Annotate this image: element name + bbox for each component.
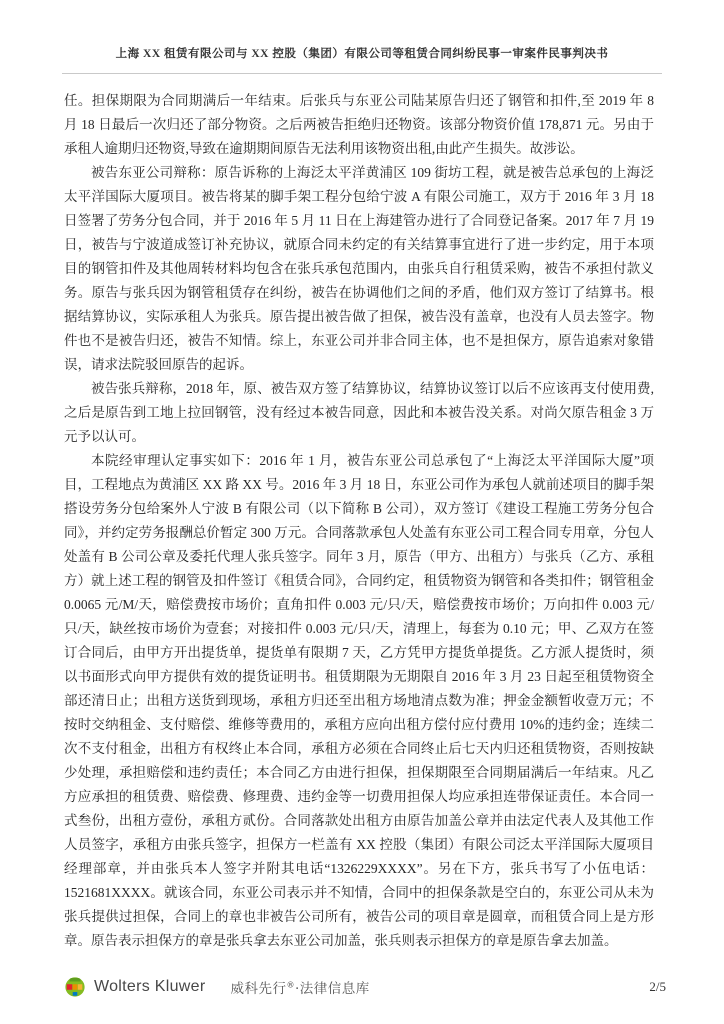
document-title: 上海 XX 租赁有限公司与 XX 控股（集团）有限公司等租赁合同纠纷民事一审案件民事判决书 xyxy=(115,48,609,60)
paragraph-court-findings: 本院经审理认定事实如下：2016 年 1 月，被告东亚公司总承包了“上海泛太平洋国际大厦”项目，工程地点为黄浦区 XX 路 XX 号。2016 年 3 月 18 日，东亚公司作为承包人就前述项目的脚手架搭设劳务分包给案外人宁波 B 有限公司（以下简称 B 公司），双方签订《建设工程施工劳务分包合同》，并约定劳务报酬总价暂定 300 万元。合同落款承包人处盖有东亚公司工程合同专用章，分包人处盖有 B 公司公章及委托代理人张兵签字。同年 3 月，原告（甲方、出租方）与张兵（乙方、承租方）就上述工程的钢管及扣件签订《租赁合同》，合同约定，租赁物资为钢管和各类扣件；钢管租金 0.0065 元/M/天，赔偿费按市场价；直角扣件 0.003 元/只/天，赔偿费按市场价；万向扣件 0.003 元/只/天，缺丝按市场价为壹套；对接扣件 0.003 元/只/天，清理上，每套为 0.10 元；甲、乙双方在签订合同后，由甲方开出提货单，提货单有限期 7 天，乙方凭甲方提货单提货。乙方派人提货时，须以书面形式向甲方提供有效的提货证明书。租赁期限为无期限自 2016 年 3 月 23 日起至租赁物资全部还清日止；出租方送货到现场，承租方归还至出租方场地清点数为准；押金金额暂收壹万元；不按时交纳租金、支付赔偿、维修等费用的，承租方应向出租方偿付应付费用 10%的违约金；连续二次不支付租金，出租方有权终止本合同，承租方必须在合同终止后七天内归还租赁物资，否则按缺少处理，承担赔偿和违约责任；本合同乙方由进行担保，担保期限至合同期届满后一年结束。凡乙方应承担的租赁费、赔偿费、修理费、违约金等一切费用担保人均应承担连带保证责任。本合同一式叁份，出租方壹份，承租方贰份。合同落款处出租方由原告加盖公章并由法定代表人及其他工作人员签字，承租方由张兵签字，担保方一栏盖有 XX 控股（集团）有限公司泛太平洋国际大厦项目经理部章，并由张兵本人签字并附其电话“1326229XXXX”。另在下方，张兵书写了小伍电话：1521681XXXX。就该合同，东亚公司表示并不知情，合同中的担保条款是空白的，东亚公司从未为张兵提供过担保，合同上的章也非被告公司所有，被告公司的项目章是圆章，而租赁合同上是方形章。原告表示担保方的章是张兵拿去东亚公司加盖，张兵则表示担保方的章是原告拿去加盖。 xyxy=(64,453,654,948)
product-name-suffix: ·法律信息库 xyxy=(295,981,370,997)
brand-block xyxy=(64,976,370,998)
page-indicator: 2/5 xyxy=(649,979,666,994)
header-divider xyxy=(62,73,662,74)
product-name xyxy=(231,977,370,997)
product-name-text: 威科先行 xyxy=(230,981,287,997)
paragraph-facts-continuation: 任。担保期限为合同期满后一年结束。后张兵与东亚公司陆某原告归还了钢管和扣件,至 2019 年 8 月 18 日最后一次归还了部分物资。之后两被告拒绝归还物资。该部分物资价值 178,871 元。另由于承租人逾期归还物资,导致在逾期期间原告无法利用该物资出租,由此产生损失。故涉讼。 xyxy=(64,93,654,156)
paragraph-defense-zhangbing: 被告张兵辩称，2018 年，原、被告双方签了结算协议，结算协议签订以后不应该再支付使用费,之后是原告到工地上拉回钢管，没有经过本被告同意，因此和本被告没关系。对尚欠原告租金 3 万元予以认可。 xyxy=(64,381,654,444)
document-footer xyxy=(64,976,666,998)
paragraph-defense-dongya: 被告东亚公司辩称：原告诉称的上海泛太平洋黄浦区 109 街坊工程，就是被告总承包的上海泛太平洋国际大厦项目。被告将某的脚手架工程分包给宁波 A 有限公司施工，双方于 2016 年 3 月 18 日签署了劳务分包合同，并于 2016 年 5 月 11 日在上海建管办进行了合同登记备案。2017 年 7 月 19 日，被告与宁波道成签订补充协议，就原合同未约定的有关结算事宜进行了进一步约定，用于本项目的钢管扣件及其他周转材料均包含在张兵承包范围内，由张兵自行租赁采购，被告不承担付款义务。原告与张兵因为钢管租赁存在纠纷，被告在协调他们之间的矛盾，他们双方签订了结算书。根据结算协议，实际承租人为张兵。原告提出被告做了担保，被告没有盖章，也没有人员去签字。物件也不是被告归还，被告不知情。综上，东亚公司并非合同主体，也不是担保方，原告追索对象错误，请求法院驳回原告的起诉。 xyxy=(64,165,654,372)
wolters-kluwer-logo-icon xyxy=(64,976,86,998)
document-header xyxy=(0,0,724,74)
registered-trademark-symbol: ® xyxy=(286,980,295,990)
brand-name: Wolters Kluwer xyxy=(94,978,206,995)
judgment-body xyxy=(64,89,654,953)
